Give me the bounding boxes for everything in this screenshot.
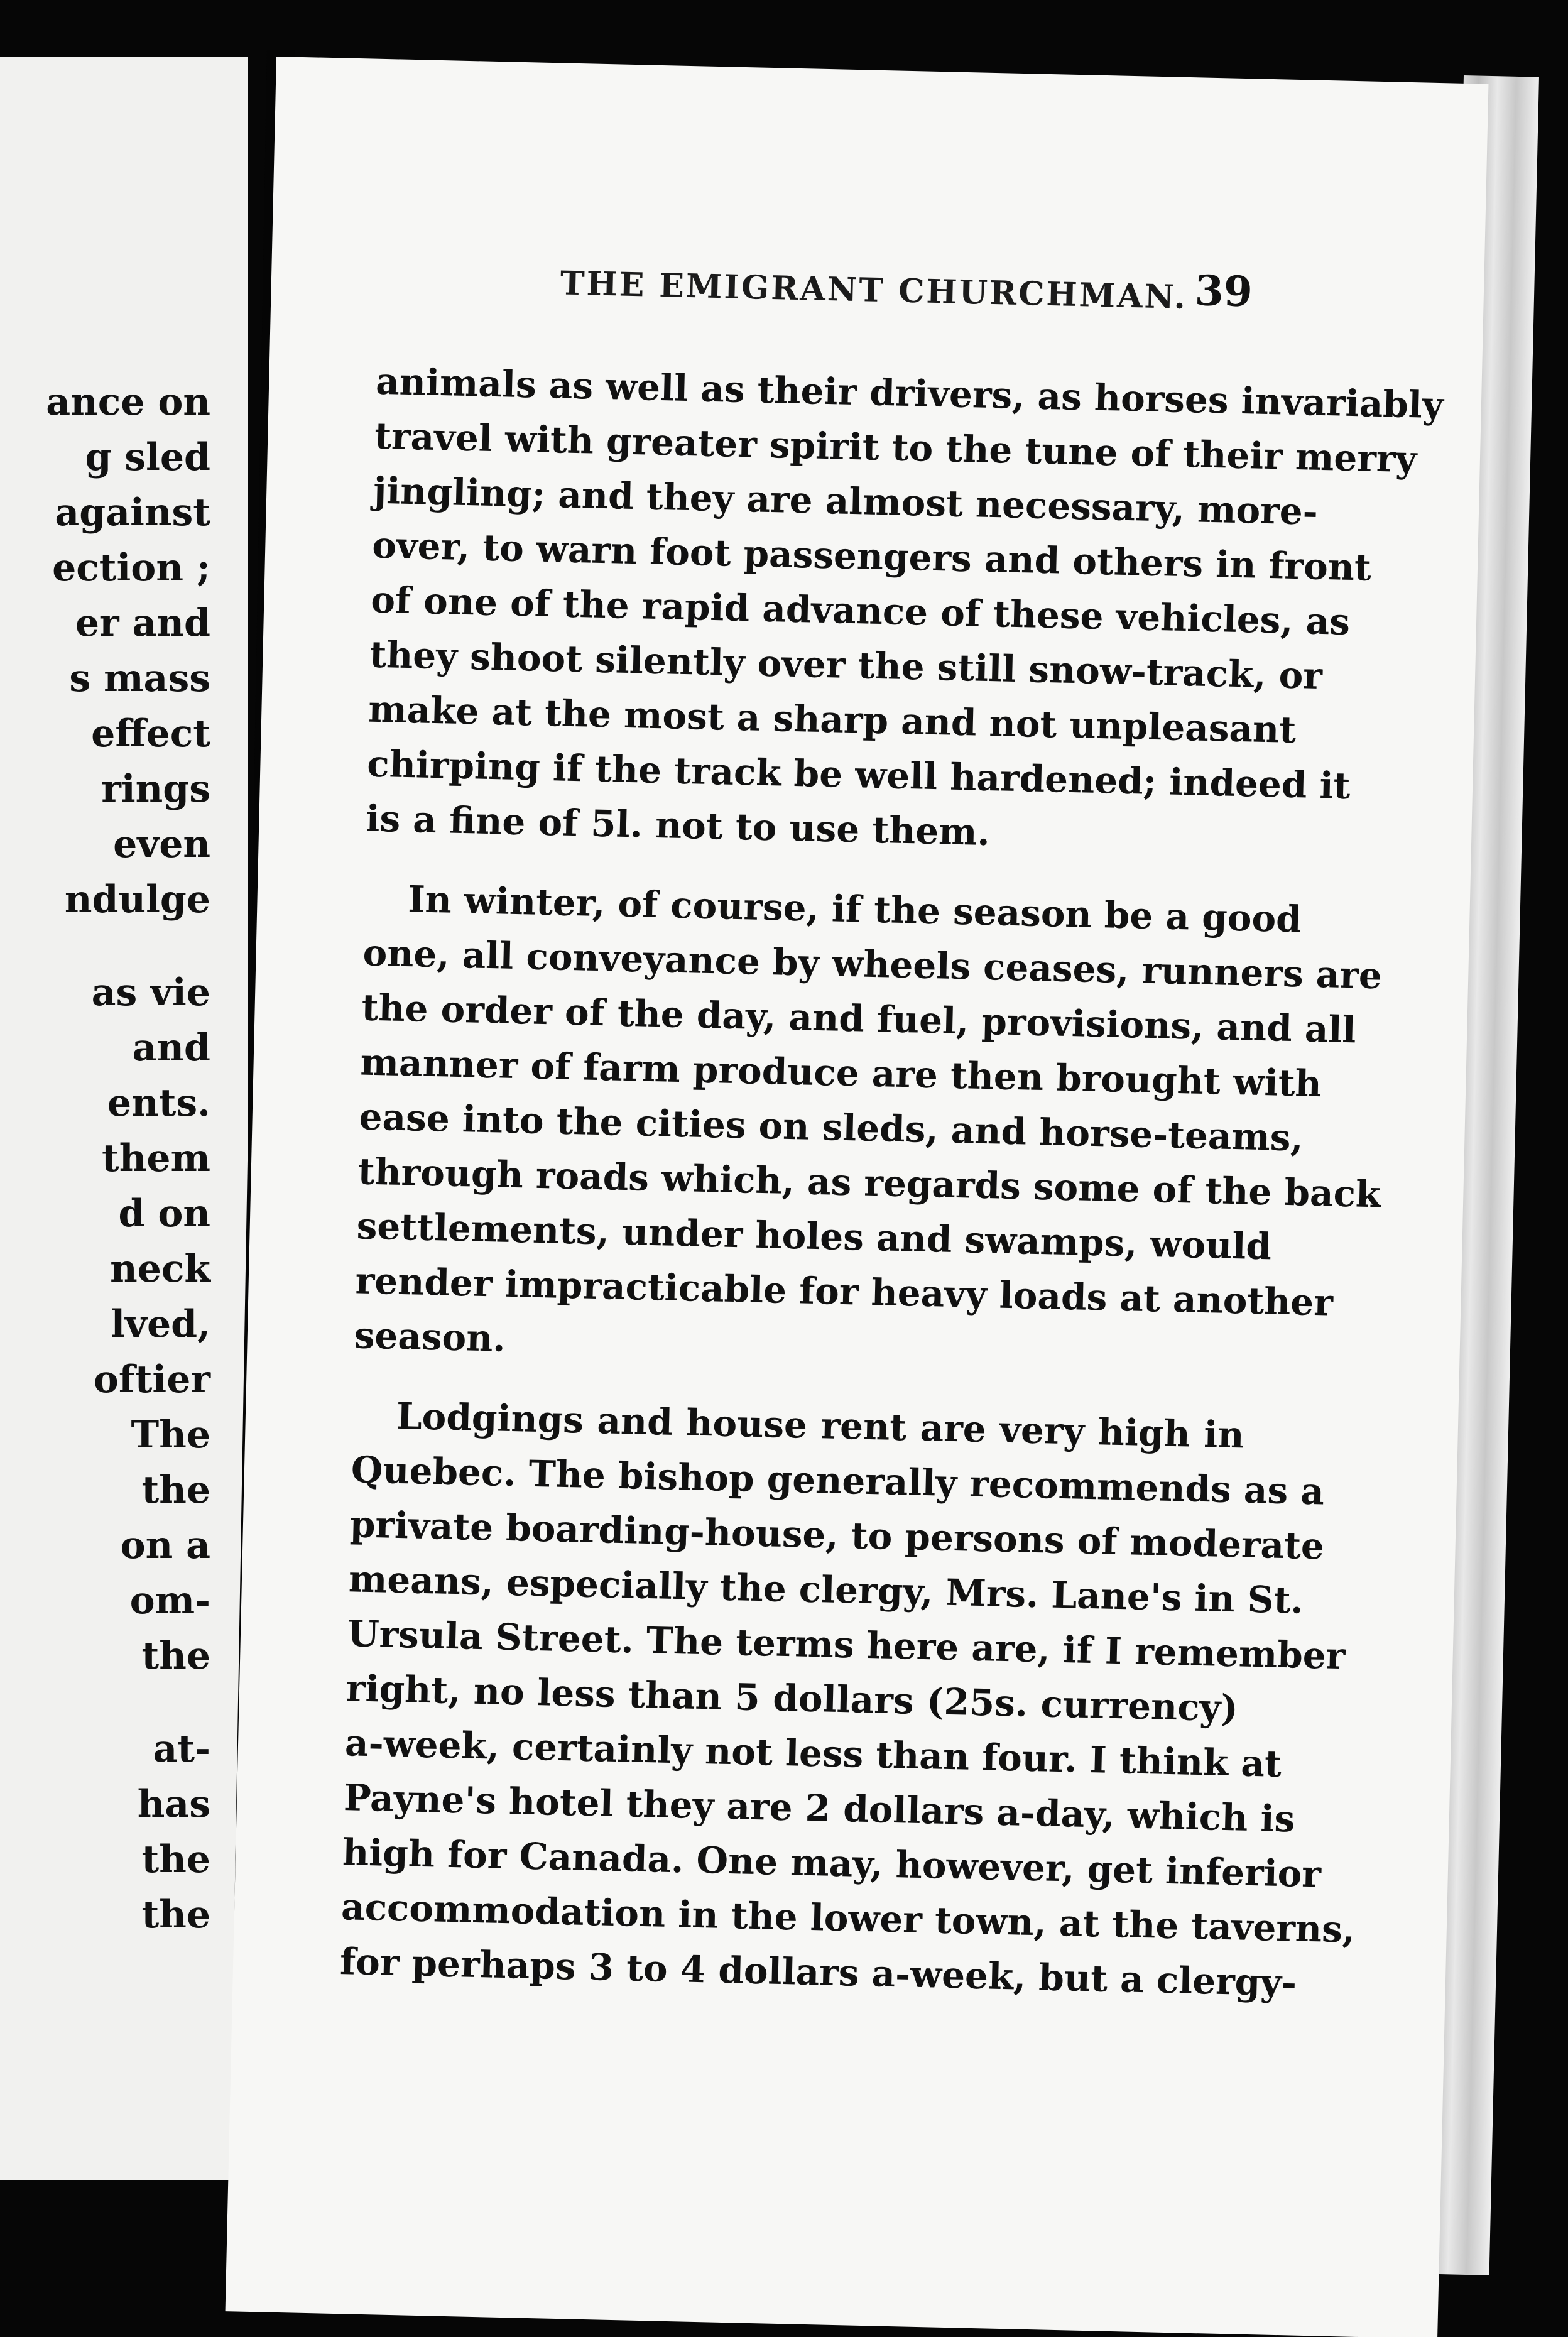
paragraph [339, 1388, 1356, 2009]
text-line: season. [354, 1314, 506, 1360]
text-line: animals as well as their drivers, as horses invariably [375, 359, 1444, 427]
text-line: render impracticable for heavy loads at another [355, 1259, 1334, 1324]
paragraph [365, 354, 1444, 866]
left-page-fragment: has [137, 1782, 210, 1826]
left-page-fragment: effect [91, 712, 210, 756]
left-page [0, 57, 248, 2180]
left-page-fragment: s mass [69, 656, 210, 700]
left-page-fragment: om- [129, 1579, 210, 1623]
text-line: Quebec. The bishop generally recommends as a [351, 1448, 1325, 1513]
left-page-fragment: er and [75, 601, 210, 645]
text-line: the order of the day, and fuel, provisions, and all [361, 986, 1357, 1052]
text-line: jingling; and they are almost necessary, more- [373, 469, 1319, 533]
text-line: travel with greater spirit to the tune of their merry [374, 414, 1417, 481]
left-page-fragment: as vie [91, 971, 210, 1015]
text-line: high for Canada. One may, however, get inferior [342, 1831, 1322, 1896]
text-line: Ursula Street. The terms here are, if I remember [347, 1612, 1346, 1678]
left-page-fragment: d on [118, 1192, 210, 1236]
text-line: manner of farm produce are then brought with [359, 1040, 1322, 1106]
left-page-fragment: ance on [46, 380, 210, 424]
text-line: for perhaps 3 to 4 dollars a-week, but a clergy- [339, 1940, 1297, 2005]
paragraph [354, 871, 1383, 1383]
left-page-fragment: the [141, 1634, 210, 1678]
text-line: they shoot silently over the still snow-track, or [369, 633, 1323, 698]
text-line: chirping if the track be well hardened; indeed it [366, 742, 1351, 808]
left-page-fragment: rings [101, 767, 210, 811]
left-page-fragment: the [141, 1468, 210, 1512]
text-line: Payne's hotel they are 2 dollars a-day, which is [343, 1776, 1295, 1841]
page-number: 39 [1194, 266, 1253, 317]
text-line: accommodation in the lower town, at the taverns, [340, 1885, 1356, 1951]
left-page-fragment: them [102, 1136, 210, 1180]
text-line: private boarding-house, to persons of moderate [349, 1503, 1325, 1568]
text-line: ease into the cities on sleds, and horse-teams, [358, 1095, 1304, 1160]
text-line: over, to warn foot passengers and others in front [371, 523, 1372, 589]
left-page-fragment: The [131, 1413, 210, 1457]
left-page-fragment: lved, [111, 1302, 210, 1346]
page-body-text [339, 354, 1444, 2010]
left-page-fragment: on a [120, 1523, 210, 1567]
left-page-fragment: ndulge [64, 878, 210, 922]
text-line: through roads which, as regards some of the back [357, 1150, 1381, 1216]
text-line: Lodgings and house rent are very high in [396, 1394, 1245, 1457]
text-line: In winter, of course, if the season be a good [407, 878, 1302, 941]
text-line: make at the most a sharp and not unpleasant [368, 687, 1297, 752]
left-page-fragment: oftier [93, 1358, 210, 1402]
left-page-fragment: the [141, 1893, 210, 1937]
text-line: settlements, under holes and swamps, would [356, 1204, 1272, 1268]
right-page [226, 57, 1489, 2337]
left-page-fragment: neck [110, 1247, 210, 1291]
text-line: a-week, certainly not less than four. I think at [344, 1721, 1282, 1785]
left-page-fragment: at- [153, 1727, 210, 1771]
running-head: THE EMIGRANT CHURCHMAN. [560, 264, 1188, 317]
text-line: one, all conveyance by wheels ceases, runners are [362, 931, 1383, 998]
left-page-fragment: the [141, 1838, 210, 1882]
left-page-fragment: ection ; [52, 546, 210, 590]
left-page-fragment: even [113, 822, 210, 866]
text-line: right, no less than 5 dollars (25s. currency) [346, 1667, 1239, 1730]
left-page-fragment: against [55, 491, 210, 535]
left-page-fragment: g sled [85, 435, 210, 479]
text-line: of one of the rapid advance of these vehicles, as [370, 578, 1351, 643]
left-page-fragment: ents. [107, 1081, 210, 1125]
text-line: is a fine of 5l. not to use them. [365, 797, 991, 854]
left-page-fragment: and [132, 1026, 210, 1070]
text-line: means, especially the clergy, Mrs. Lane's in St. [348, 1557, 1304, 1622]
